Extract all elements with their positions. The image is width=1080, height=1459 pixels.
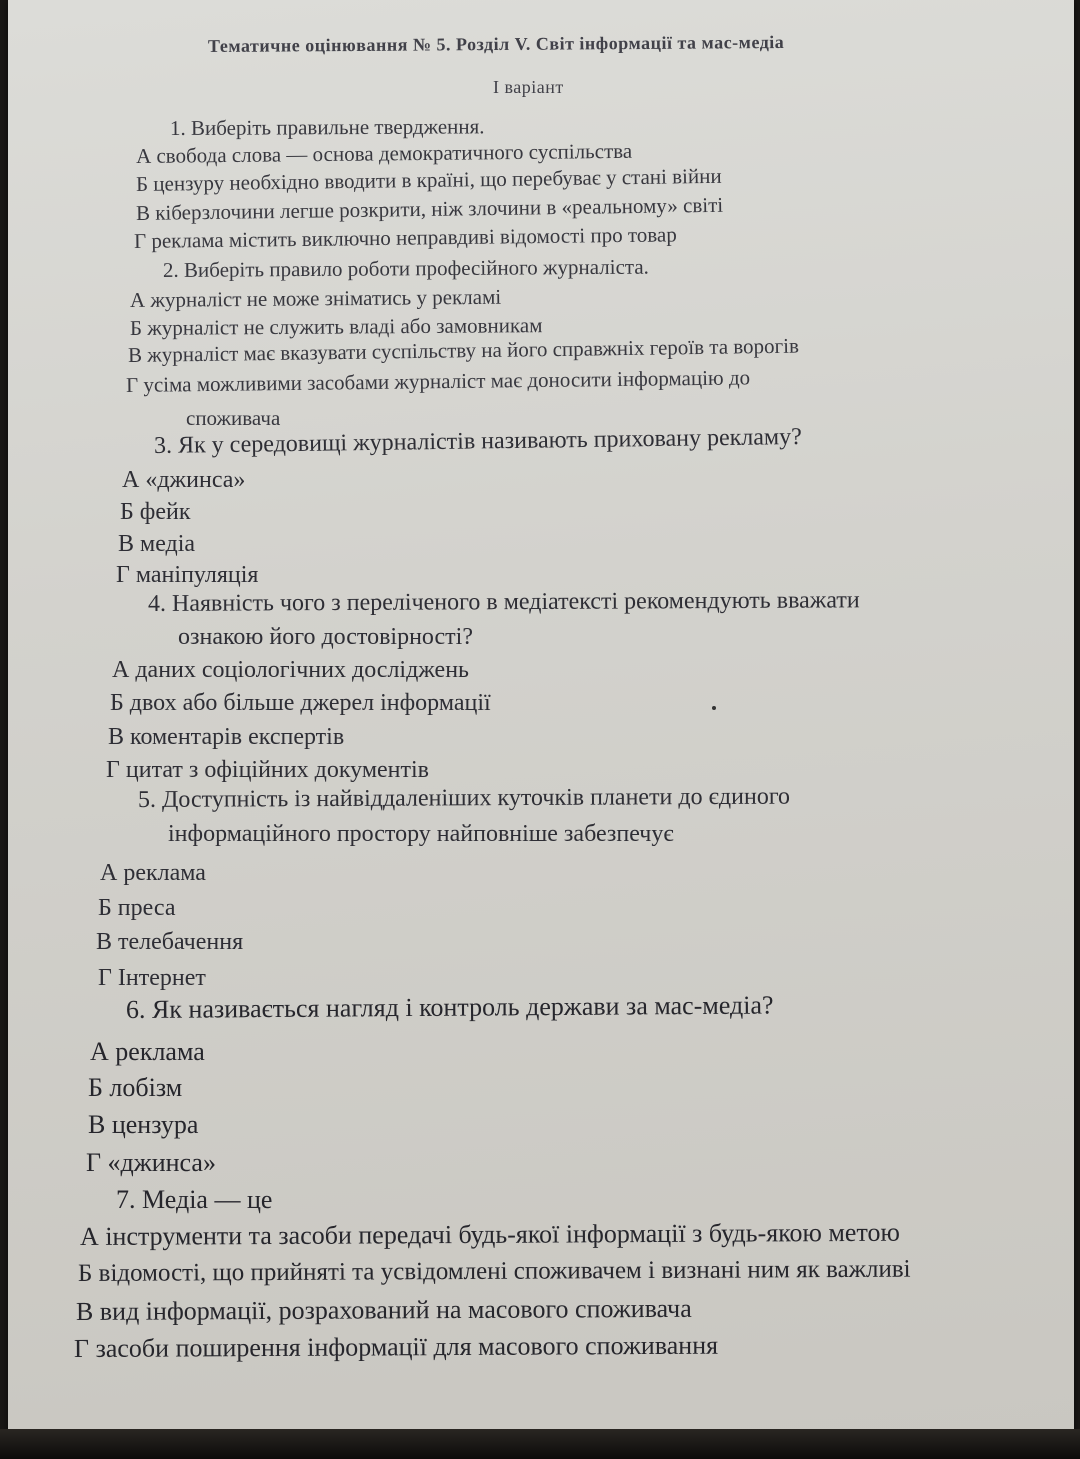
q1-option-d: Г реклама містить виключно неправдиві відомості про товар (133, 222, 677, 253)
question-2: 2. Виберіть правило роботи професійного журналіста. (162, 254, 649, 282)
document-title: Тематичне оцінювання № 5. Розділ V. Світ інформації та мас-медіа (207, 31, 785, 56)
test-sheet (8, 0, 1074, 1438)
q5-option-d: Г Інтернет (98, 965, 206, 991)
q4-option-b: Б двох або більше джерел інформації (110, 690, 491, 716)
question-4-continuation: ознакою його достовірності? (178, 624, 473, 650)
variant-label: І варіант (493, 77, 564, 97)
q4-option-c: В коментарів експертів (108, 724, 345, 750)
q7-option-c: В вид інформації, розрахований на масового споживача (75, 1293, 692, 1326)
q3-option-b: Б фейк (120, 499, 191, 525)
q2-option-d-continuation: споживача (186, 406, 281, 430)
q6-option-c: В цензура (88, 1110, 199, 1139)
question-4: 4. Наявність чого з переліченого в медіатексті рекомендують вважати (147, 587, 860, 617)
question-7: 7. Медіа — це (116, 1185, 273, 1214)
q5-option-a: А реклама (100, 860, 206, 886)
q5-option-c: В телебачення (96, 929, 244, 955)
q1-option-a: А свобода слова — основа демократичного суспільства (135, 138, 633, 168)
q2-option-a: А журналіст не може зніматись у рекламі (129, 284, 502, 312)
question-3: 3. Як у середовищі журналістів називають приховану рекламу? (153, 423, 802, 459)
q3-option-d: Г маніпуляція (116, 562, 259, 588)
question-5-continuation: інформаційного простору найповніше забезпечує (168, 821, 674, 847)
q5-option-b: Б преса (98, 895, 176, 921)
q7-option-a: А інструменти та засоби передачі будь-якої інформації з будь-якою метою (79, 1217, 900, 1251)
q7-option-b: Б відомості, що прийняті та усвідомлені споживачем і визнані ним як важливі (77, 1255, 911, 1287)
question-1: 1. Виберіть правильне твердження. (169, 114, 485, 140)
q1-option-b: Б цензуру необхідно вводити в країні, що перебуває у стані війни (135, 163, 722, 196)
q2-option-b: Б журналіст не служить владі або замовникам (129, 313, 543, 340)
q4-option-a: А даних соціологічних досліджень (112, 657, 469, 683)
q3-option-a: А «джинса» (122, 467, 246, 493)
question-5: 5. Доступність із найвіддаленіших куточків планети до єдиного (137, 783, 791, 813)
ink-speck (712, 706, 716, 710)
q3-option-c: В медіа (118, 531, 196, 557)
q4-option-d: Г цитат з офіційних документів (106, 757, 429, 783)
q6-option-a: А реклама (90, 1037, 205, 1066)
q7-option-d: Г засоби поширення інформації для масового споживання (73, 1330, 719, 1363)
q2-option-c: В журналіст має вказувати суспільству на його справжніх героїв та ворогів (127, 333, 800, 367)
q2-option-d: Г усіма можливими засобами журналіст має доносити інформацію до (125, 365, 751, 397)
question-6: 6. Як називається нагляд і контроль держави за мас-медіа? (125, 990, 774, 1024)
table-surface (0, 1429, 1080, 1459)
q1-option-c: В кіберзлочини легше розкрити, ніж злочини в «реальному» світі (135, 192, 724, 225)
q6-option-b: Б лобізм (88, 1073, 183, 1102)
q6-option-d: Г «джинса» (86, 1148, 216, 1177)
